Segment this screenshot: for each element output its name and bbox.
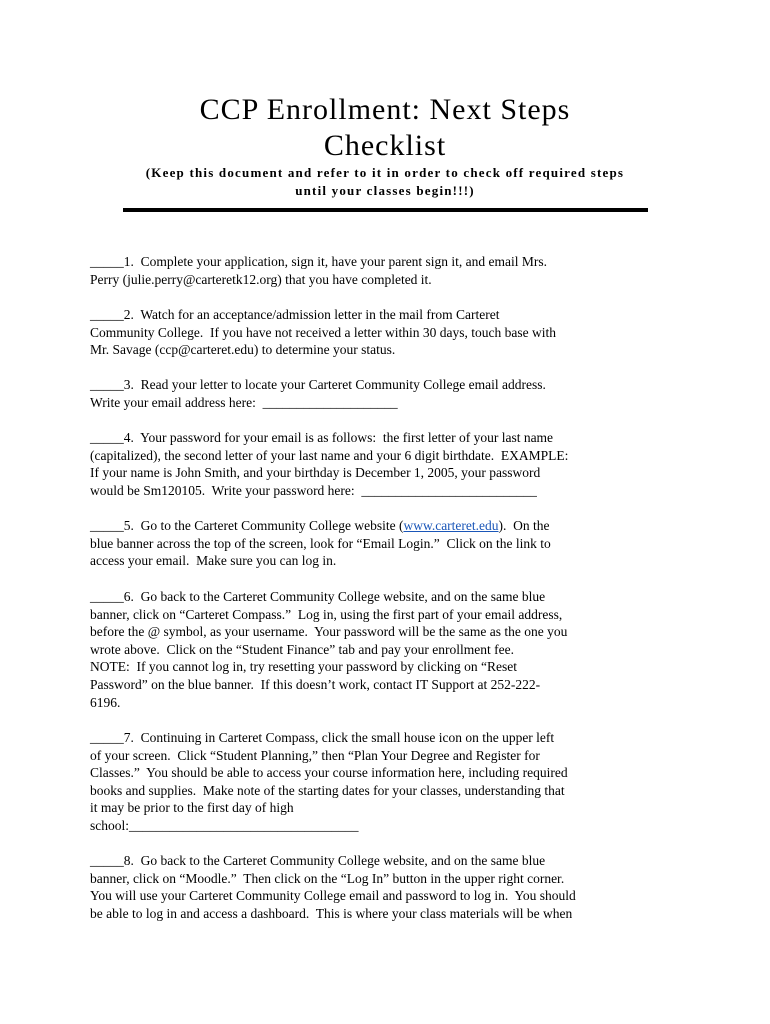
step-line: banner, click on “Moodle.” Then click on the “Log In” button in the upper right corner.	[90, 870, 565, 886]
page-title	[0, 92, 770, 164]
step-line: it may be prior to the first day of high	[90, 800, 294, 816]
checklist-step-1	[90, 253, 690, 288]
step-line: _____4. Your password for your email is as follows: the first letter of your last name	[90, 430, 554, 445]
step-line: Community College. If you have not received a letter within 30 days, touch base with	[90, 324, 557, 340]
checklist-step-7	[90, 729, 690, 835]
step-line: If your name is John Smith, and your birthday is December 1, 2005, your password	[90, 465, 541, 481]
checklist-step-3	[90, 376, 690, 411]
step-line: Mr. Savage (ccp@carteret.edu) to determine your status.	[90, 342, 396, 358]
step-line: NOTE: If you cannot log in, try resetting your password by clicking on “Reset	[90, 659, 518, 675]
step-line: of your screen. Click “Student Planning,” then “Plan Your Degree and Register for	[90, 747, 540, 763]
step-line: Write your email address here: ____________________	[90, 394, 398, 410]
page-subtitle	[100, 164, 670, 200]
checklist-step-2	[90, 306, 690, 359]
step-line: _____1. Complete your application, sign it, have your parent sign it, and email Mrs.	[90, 254, 548, 269]
step-line: wrote above. Click on the “Student Finance” tab and pay your enrollment fee.	[90, 641, 514, 657]
checklist-step-6	[90, 588, 690, 711]
step-line: _____7. Continuing in Carteret Compass, click the small house icon on the upper left	[90, 730, 555, 745]
step-line: access your email. Make sure you can log in.	[90, 553, 337, 569]
step-line: blue banner across the top of the screen, look for “Email Login.” Click on the link to	[90, 535, 551, 551]
step-line: _____5. Go to the Carteret Community College website (	[90, 518, 404, 533]
step-line: _____8. Go back to the Carteret Community College website, and on the same blue	[90, 853, 546, 868]
step-line: ). On the	[498, 518, 550, 533]
step-line: Classes.” You should be able to access your course information here, including required	[90, 765, 568, 781]
step-line: banner, click on “Carteret Compass.” Log in, using the first part of your email address,	[90, 606, 563, 622]
title-divider	[123, 208, 648, 212]
subtitle-line-1: (Keep this document and refer to it in order to check off required steps	[145, 165, 625, 180]
step-line: be able to log in and access a dashboard. This is where your class materials will be when	[90, 905, 573, 921]
step-line: (capitalized), the second letter of your last name and your 6 digit birthdate. EXAMPLE:	[90, 447, 569, 463]
subtitle-line-2: until your classes begin!!!)	[295, 183, 475, 198]
title-line-1: CCP Enrollment: Next Steps	[199, 93, 571, 126]
title-line-2: Checklist	[323, 129, 447, 162]
step-line: books and supplies. Make note of the starting dates for your classes, understanding that	[90, 782, 565, 798]
step-line: _____6. Go back to the Carteret Community College website, and on the same blue	[90, 589, 546, 604]
checklist-step-8	[90, 852, 690, 922]
step-line: 6196.	[90, 694, 121, 710]
checklist-step-4	[90, 429, 690, 499]
step-line: _____2. Watch for an acceptance/admission letter in the mail from Carteret	[90, 307, 500, 322]
step-line: would be Sm120105. Write your password here: __________________________	[90, 482, 537, 498]
step-line: Password” on the blue banner. If this doesn’t work, contact IT Support at 252-222-	[90, 676, 541, 692]
carteret-website-link[interactable]: www.carteret.edu	[403, 518, 499, 533]
step-line: _____3. Read your letter to locate your Carteret Community College email address.	[90, 377, 546, 392]
checklist-step-5	[90, 517, 690, 570]
step-line: school:__________________________________	[90, 817, 359, 833]
step-line: You will use your Carteret Community College email and password to log in. You should	[90, 888, 576, 904]
step-line: before the @ symbol, as your username. Your password will be the same as the one you	[90, 624, 568, 640]
step-line: Perry (julie.perry@carteretk12.org) that you have completed it.	[90, 271, 432, 287]
